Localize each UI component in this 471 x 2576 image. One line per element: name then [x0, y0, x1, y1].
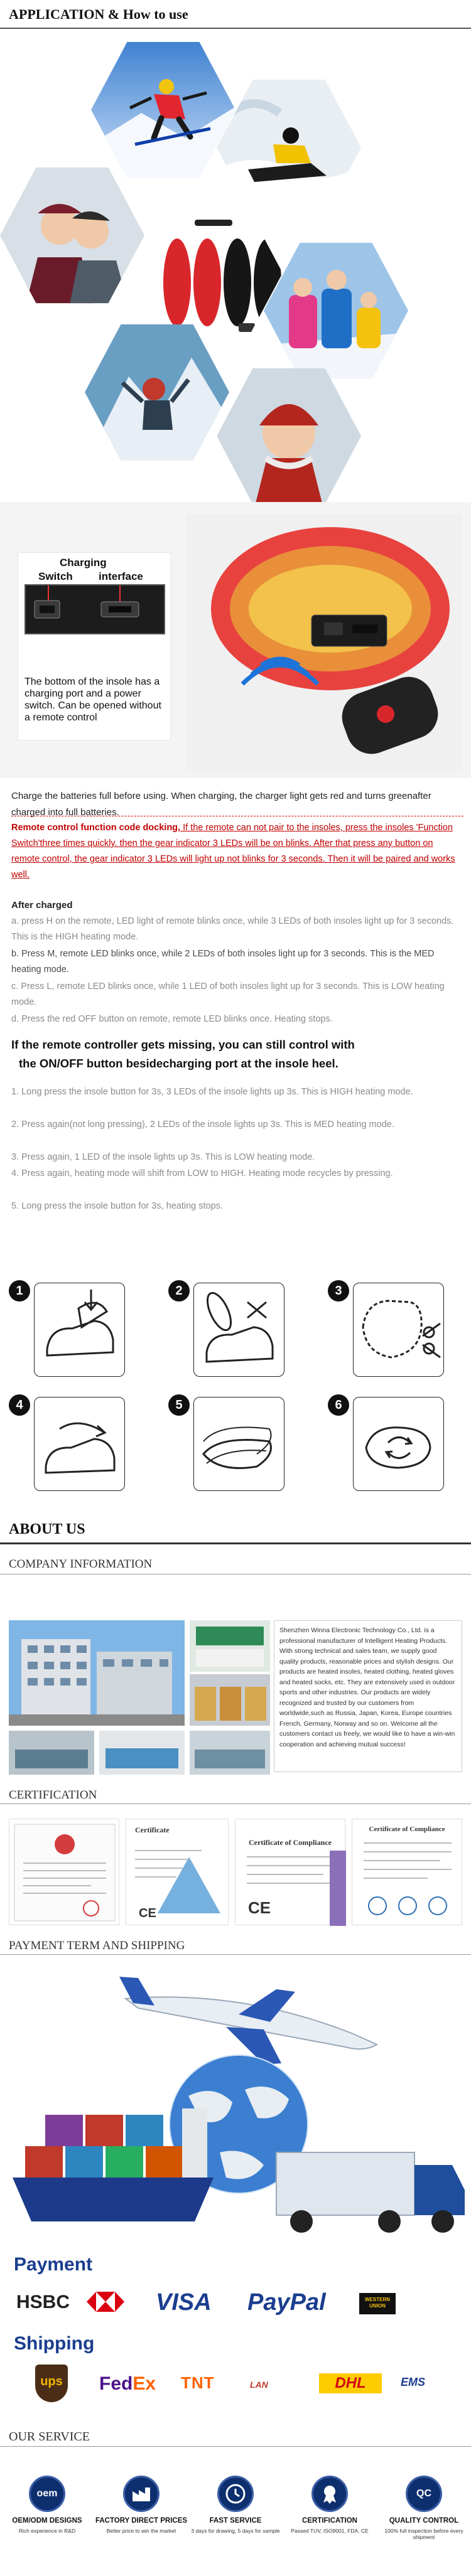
cert-header — [0, 1787, 471, 1805]
application-title — [9, 6, 188, 23]
step-number: 1 — [9, 1280, 30, 1301]
service-fast — [188, 2476, 283, 2534]
hex-couple — [0, 163, 144, 307]
factory-glyph — [125, 2477, 158, 2510]
company-description: Shenzhen Winna Electronic Technology Co., Ltd. is a professional manufacturer of Intelligent Heating Products. With strong technical and sales team, we supply good quality products, reasonable prices and stylish designs. Our products are heated insoles, heated clothing, heated gloves and heated socks, etc. They are extensively used in outdoor sports and other industries. Our products are widely recognized and trusted by our customers from worldwide,such as Russia, Japan, Korea, Europe countries French, Germany, Norway and so on. Welcome all the customers contact us freely, we would like to have a win-win cooperation and achieving mutual success! — [274, 1620, 462, 1772]
certificate-1 — [9, 1819, 119, 1925]
step-5 — [168, 1394, 275, 1495]
hex-collage — [0, 38, 471, 471]
service-oem-title: OEM/ODM DESIGNS — [12, 2517, 82, 2525]
label-interface: interface — [99, 570, 143, 582]
header-title: APPLICATION — [9, 6, 105, 22]
service-qc-sub: 100% full inspection before every shipment — [384, 2528, 463, 2540]
hex-snowmobile — [217, 75, 361, 220]
header-subtitle: How to use — [122, 6, 188, 22]
service-oem-sub: Rich experience in R&D — [18, 2528, 76, 2534]
after-item-c: c. Press L, remote LED blinks once, while 1 LED of both insoles light up for 3 seconds. This is LOW heating mode. — [11, 981, 445, 1007]
service-header — [0, 2426, 471, 2449]
shoe-insert-icon — [35, 1283, 126, 1377]
hex-climber — [85, 320, 229, 464]
about-title: ABOUT US — [9, 1521, 85, 1537]
ups-logo: ups — [40, 2375, 63, 2388]
service-oem — [0, 2476, 94, 2534]
factory-building-photo — [9, 1620, 185, 1726]
payment-rule — [0, 1954, 471, 1955]
couple-icon — [0, 163, 144, 307]
charging-caption: The bottom of the insole has a charging port and a power switch. Can be opened without a remote control — [24, 676, 161, 723]
missing-item-4: 4. Press again, heating mode will shift from LOW to HIGH. Heating mode recycles by pressing. — [11, 1168, 393, 1178]
service-fast-sub: 3 days for drawing, 5 days for sample — [191, 2528, 280, 2534]
shoe-insert2-icon — [35, 1398, 126, 1492]
step-illustration — [193, 1283, 284, 1377]
dhl-badge — [319, 2373, 382, 2393]
ups-shield-icon — [35, 2365, 68, 2402]
family-icon — [264, 238, 408, 383]
qc-icon: QC — [406, 2476, 442, 2512]
label-switch: Switch — [38, 570, 73, 582]
remote-pairing-text — [11, 820, 463, 883]
logistics-illustration — [0, 1964, 471, 2247]
dhl-logo: DHL — [335, 2375, 366, 2392]
service-certification-sub: Passed TUV, ISO9001, FDA, CE — [291, 2528, 369, 2534]
insole-cut-icon — [354, 1283, 445, 1377]
paypal-logo: PayPal — [247, 2289, 326, 2316]
ems-logo: EMS — [401, 2376, 426, 2388]
service-factory-sub: Better price to win the market — [106, 2528, 176, 2534]
step-number: 3 — [328, 1280, 349, 1301]
certificate-4-title: Certificate of Compliance — [369, 1825, 445, 1833]
port-icon — [26, 585, 164, 633]
service-qc — [377, 2476, 471, 2540]
showroom-photo — [190, 1620, 270, 1672]
truck-icon — [276, 2152, 465, 2233]
workshop-photo-3 — [190, 1731, 270, 1775]
certificate-2-title: Certificate — [135, 1825, 170, 1834]
oem-icon: oem — [29, 2476, 65, 2512]
application-header — [0, 0, 471, 29]
label-charging: Charging — [60, 557, 107, 569]
charging-port-card — [18, 552, 171, 740]
payment-label: Payment — [14, 2254, 93, 2275]
service-rule — [0, 2446, 471, 2447]
after-item-b: b. Press M, remote LED blinks once, while 2 LEDs of both insoles light up for 3 seconds. This is the MED heating mode. — [11, 949, 435, 975]
insole-remove-icon — [194, 1283, 285, 1377]
header-amp: & — [107, 6, 120, 22]
charging-area — [0, 502, 471, 778]
workshop-photo-2 — [99, 1731, 185, 1775]
hex-insoles — [138, 201, 283, 345]
shipping-label: Shipping — [14, 2333, 95, 2354]
service-fast-title: FAST SERVICE — [209, 2517, 262, 2525]
hsbc-hexagon-icon — [87, 2292, 124, 2312]
company-title: COMPANY INFORMATION — [9, 1558, 153, 1571]
fedex-logo — [99, 2373, 156, 2395]
svg-text:CE: CE — [248, 1898, 271, 1917]
medal-glyph — [313, 2477, 346, 2510]
plane-icon — [119, 1977, 377, 2065]
snowmobile-icon — [217, 75, 361, 220]
service-factory — [94, 2476, 188, 2534]
service-title: OUR SERVICE — [9, 2430, 90, 2444]
service-qc-title: QUALITY CONTROL — [389, 2517, 459, 2525]
step-number: 4 — [9, 1394, 30, 1416]
after-charged-heading: After charged — [11, 900, 73, 911]
about-header — [0, 1517, 471, 1546]
missing-heading-line1: If the remote controller gets missing, you can still control with — [11, 1038, 355, 1051]
insoles-icon — [138, 201, 283, 345]
missing-item-3: 3. Press again, 1 LED of the insole lights up 3s. This is LOW heating mode. — [11, 1152, 315, 1162]
missing-item-1: 1. Long press the insole button for 3s, 3 LEDs of the insole lights up 3s. This is HIGH heating mode. — [11, 1087, 413, 1097]
svg-text:CE: CE — [139, 1906, 156, 1920]
remote-heading: Remote control function code docking, — [11, 823, 181, 833]
step-6 — [328, 1394, 435, 1495]
step-2 — [168, 1280, 275, 1381]
hsbc-logo: HSBC — [16, 2292, 70, 2312]
step-4 — [9, 1394, 116, 1495]
certificate-4 — [352, 1819, 462, 1925]
after-item-a: a. press H on the remote, LED light of remote blinks once, while 3 LEDs of both insoles light up for 3 seconds. This is the HIGH heating mode. — [11, 916, 454, 942]
hex-woman — [217, 364, 361, 508]
cert-icon — [311, 2476, 348, 2512]
payment-header — [0, 1938, 471, 1955]
charging-intro: Charge the batteries full before using. When charging, the charger light gets red and turns greenafter charged into full batteries. — [11, 791, 431, 818]
service-factory-title: FACTORY DIRECT PRICES — [95, 2517, 188, 2525]
hex-skier — [91, 38, 236, 182]
remote-insole-photo — [186, 515, 462, 772]
step-number: 2 — [168, 1280, 190, 1301]
certificate-ce-icon — [236, 1851, 346, 1926]
tnt-logo: TNT — [181, 2373, 215, 2392]
step-1 — [9, 1280, 116, 1381]
fedex-ex: Ex — [133, 2373, 156, 2394]
ship-icon — [13, 2108, 214, 2221]
skier-icon — [91, 38, 236, 182]
workshop-photo-1 — [9, 1731, 94, 1775]
step-illustration — [353, 1283, 444, 1377]
step-3 — [328, 1280, 435, 1381]
insole-layers-icon — [194, 1398, 285, 1492]
hex-family — [264, 238, 408, 383]
service-certification-title: CERTIFICATION — [302, 2517, 357, 2525]
certificate-badges-icon — [352, 1837, 463, 1925]
visa-logo: VISA — [156, 2289, 212, 2316]
step-illustration — [34, 1283, 125, 1377]
charging-port-photo — [24, 584, 165, 634]
certificate-3 — [235, 1819, 345, 1925]
clock-glyph — [219, 2477, 252, 2510]
missing-remote-heading — [11, 1035, 463, 1073]
payment-title: PAYMENT TERM AND SHIPPING — [9, 1939, 185, 1952]
missing-item-5: 5. Long press the insole button for 3s, heating stops. — [11, 1201, 223, 1211]
woman-icon — [217, 364, 361, 508]
climber-icon — [85, 320, 229, 464]
step-illustration — [193, 1397, 284, 1491]
missing-item-2: 2. Press again(not long pressing), 2 LEDs of the insole lights up 3s. This is MED heating mode. — [11, 1120, 394, 1130]
after-item-d: d. Press the red OFF button on remote, remote LED blinks once. Heating stops. — [11, 1014, 333, 1024]
about-rule — [0, 1542, 471, 1544]
missing-heading-line2: the ON/OFF button besidecharging port at the insole heel. — [19, 1057, 338, 1070]
insole-recycle-icon — [354, 1398, 445, 1492]
clock-icon — [217, 2476, 254, 2512]
western-union-logo: WESTERN UNION — [359, 2293, 396, 2314]
certificate-2 — [126, 1819, 229, 1925]
fedex-fed: Fed — [99, 2373, 133, 2394]
step-number: 5 — [168, 1394, 190, 1416]
certificate-seal-icon — [9, 1819, 120, 1926]
certificate-triangle-icon — [126, 1838, 229, 1926]
lan-logo: LAN — [250, 2380, 268, 2390]
warehouse-photo — [190, 1674, 270, 1726]
cert-title: CERTIFICATION — [9, 1788, 97, 1802]
company-header — [0, 1556, 471, 1575]
step-number: 6 — [328, 1394, 349, 1416]
header-rule — [0, 28, 471, 29]
certificate-3-title: Certificate of Compliance — [249, 1838, 332, 1847]
service-certification — [283, 2476, 377, 2534]
step-illustration — [34, 1397, 125, 1491]
remote-body: If the remote can not pair to the insoles, press the insoles 'Function Switch'three times quickly. then the gear indicator 3 LEDs will be on blinks. After that press any button on remote control, the gear indicator 3 LEDs will light up not blinks for 3 seconds. Then it will be paired and works well. — [11, 823, 455, 880]
factory-icon — [123, 2476, 160, 2512]
remote-divider — [11, 816, 463, 817]
step-illustration — [353, 1397, 444, 1491]
